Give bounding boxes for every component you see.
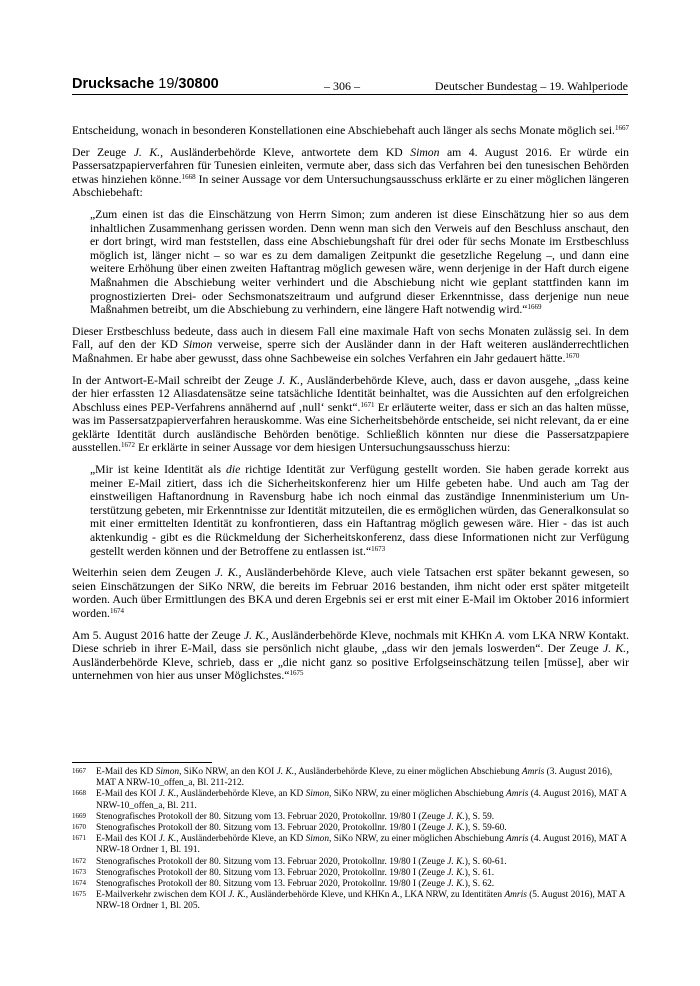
footnote-ref[interactable]: 1667	[614, 124, 629, 132]
paragraph: Weiterhin seien dem Zeugen J. K., Ausländerbehörde Kleve, auch viele Tatsachen erst später bekannt gewesen, so seien Einschätzungen der SiKo NRW, die bereits im Februar 2016 bestanden, ihm nicht oder erst später mitgeteilt worden. Auch über Ermittlungen des BKA und deren Ergebnis sei er erst mit einer E-Mail im Oktober 2016 informiert worden.$^{1674}$	[72, 566, 629, 620]
header-publisher: Deutscher Bundestag – 19. Wahlperiode	[434, 79, 628, 93]
paragraph: Am 5. August 2016 hatte der Zeuge J. K., Ausländerbehörde Kleve, nochmals mit KHKn A. vom LKA NRW Kontakt. Diese schrieb in ihrer E-Mail, dass sie persönlich nicht glaube, „dass wir den jemals loswerden“. Der Zeuge J. K., Ausländerbehörde Kleve, schrieb, dass er „die nicht ganz so positive Erfolgseinschätzung teilen [müsse], aber wir unternehmen von hier aus unser Möglichstes.“$^{1675}$	[72, 628, 630, 683]
footnote-ref[interactable]: 1669	[527, 303, 542, 312]
footnote: 1667 E-Mail des KD Simon, SiKo NRW, an den KOI J. K., Ausländerbehörde Kleve, zu einer möglichen Abschiebung Amris (3. August 2016), MAT A NRW-10_offen_a, Bl. 211-212.	[72, 767, 613, 789]
footnote: 1675 E-Mailverkehr zwischen dem KOI J. K., Ausländerbehörde Kleve, und KHKn A., LKA NRW, zu Identitäten Amris (5. August 2016), MAT A NRW-18 Ordner 1, Bl. 205.	[72, 890, 625, 912]
main-text	[72, 124, 629, 691]
footnote-ref[interactable]: 1671	[360, 400, 375, 409]
footnote-ref[interactable]: 1674	[109, 607, 124, 615]
footnote: 1671 E-Mail des KOI J. K., Ausländerbehörde Kleve, an KD Simon, SiKo NRW, zu einer möglichen Abschiebung Amris (4. August 2016), MAT A NRW-18 Ordner 1, Bl. 191.	[72, 834, 627, 856]
footnote: 1672 Stenografisches Protokoll der 80. Sitzung vom 13. Februar 2020, Protokollnr. 19/80 I (Zeuge J. K.), S. 60-61.	[72, 856, 507, 867]
footnote: 1674 Stenografisches Protokoll der 80. Sitzung vom 13. Februar 2020, Protokollnr. 19/80 I (Zeuge J. K.), S. 62.	[72, 879, 495, 890]
footnote-ref[interactable]: 1673	[371, 544, 386, 553]
paragraph: Der Zeuge J. K., Ausländerbehörde Kleve, antwortete dem KD Simon am 4. August 2016. Er würde ein Passersatzpapierverfahren für Tunesien einleiten, vermute aber, dass sich das Verfahren bei den tunesischen Behörden etwas hinziehen könne.$^{1668}$ In seiner Aussage vor dem Untersuchungsausschuss erklärte er zu einer möglichen längeren Abschiebehaft:	[72, 145, 630, 200]
footnote-ref[interactable]: 1668	[181, 172, 196, 181]
block-quote: „Zum einen ist das die Einschätzung von Herrn Simon; zum anderen ist diese Einschätzung hier so aus dem inhaltlichen Zusammenhang gerissen worden. Denn wenn man sich den Verweis auf den Beschluss anschaut, den er dort bringt, wird man feststellen, dass eine Abschiebungshaft für drei oder für sechs Monate im Erstbeschluss möglich ist, länger nicht – so war es zu dem damaligen Zeitpunkt die gesetzliche Regelung –, und dann eine weitere Erhöhung über einen zweiten Haftantrag möglich gewesen wäre, wenn derjenige in der Haft durch eigene Maßnahmen die Abschiebung weiter verhindert und die Abschiebung nicht wie geplant stattfinden kann im prognostizierten Drei- oder Sechsmonatszeitraum und aufgrund dieser Erkenntnisse, dass derjenige nun neue Maßnahmen betreibt, um die Abschiebung zu verhindern, eine längere Haft notwendig wird.“$^{1669}$	[90, 207, 629, 317]
paragraph: In der Antwort-E-Mail schreibt der Zeuge J. K., Ausländerbehörde Kleve, auch, dass er davon ausgehe, „dass keine der hier erfassten 12 Aliasdatensätze seine tatsächliche Identität beinhaltet, was die Aussichten auf den erfolgreichen Abschluss eines PEP-Verfahrens annähernd auf ‚null‘ senkt“.$^{1671}$ Er erläuterte weiter, dass er sich an das halten müsse, was im Passersatzpapierverfahren herauskomme. Was eine Sicherheitsbehörde entscheide, sei nicht relevant, da er eine geklärte Identität durch ausländische Behörden benötige. Schließlich könnten nur diese die Passersatzpapiere ausstellen.$^{1672}$ Er erklärte in seiner Aussage vor dem hiesigen Untersuchungsausschuss hierzu:	[72, 373, 629, 455]
footnote-ref[interactable]: 1675	[289, 669, 304, 678]
footnote-ref[interactable]: 1672	[121, 441, 136, 450]
footnote: 1670 Stenografisches Protokoll der 80. Sitzung vom 13. Februar 2020, Protokollnr. 19/80 I (Zeuge J. K.), S. 59-60.	[72, 823, 507, 834]
footnote: 1669 Stenografisches Protokoll der 80. Sitzung vom 13. Februar 2020, Protokollnr. 19/80 I (Zeuge J. K.), S. 59.	[72, 811, 495, 822]
page-number: – 306 –	[324, 79, 360, 93]
paragraph: Entscheidung, wonach in besonderen Konstellationen eine Abschiebehaft auch länger als sechs Monate möglich sei.$^{1667}$	[72, 124, 629, 137]
footnote-divider	[72, 762, 212, 763]
footnote: 1668 E-Mail des KOI J. K., Ausländerbehörde Kleve, an KD Simon, SiKo NRW, zu einer möglichen Abschiebung Amris (4. August 2016), MAT A NRW-10_offen_a, Bl. 211.	[72, 789, 627, 811]
page-header	[72, 78, 628, 95]
footnotes	[72, 762, 629, 913]
footnote: 1673 Stenografisches Protokoll der 80. Sitzung vom 13. Februar 2020, Protokollnr. 19/80 I (Zeuge J. K.), S. 61.	[72, 867, 495, 878]
document-number: Drucksache 19/30800	[72, 76, 219, 92]
paragraph: Dieser Erstbeschluss bedeute, dass auch in diesem Fall eine maximale Haft von sechs Monaten zulässig sei. In dem Fall, auf den der KD Simon verweise, sperre sich der Ausländer dann in der Haft weiteren ausländerrechtlichen Maßnahmen. Er habe aber gewusst, dass ohne Sachbeweise ein solches Verfahren ein Jahr gedauert hätte.$^{1670}$	[72, 324, 629, 365]
footnote-ref[interactable]: 1670	[565, 351, 580, 360]
block-quote: „Mir ist keine Identität als die richtige Identität zur Verfügung gestellt worden. Sie haben gerade korrekt aus meiner E-Mail zitiert, dass ich die Sicherheitskonferenz hier um Hilfe gebeten habe. Und auch am Tag der einstweiligen Haftanordnung in Ravensburg habe ich noch einmal das zuständige Innenministerium um Unterstützung gebeten, mir Erkenntnisse zur Identität mitzuteilen, die es ermöglichen würden, das Generalkonsulat so mit einer ermittelten Identität zu konfrontieren, dass ein Haftantrag möglich gewesen wäre. Hier - das ist auch aktenkundig - gibt es die Rückmeldung der Sicherheitskonferenz, dass diese Informationen nicht zur Verfügung gestellt werden können und der Betroffene zu entlassen ist.“$^{1673}$	[90, 463, 629, 558]
